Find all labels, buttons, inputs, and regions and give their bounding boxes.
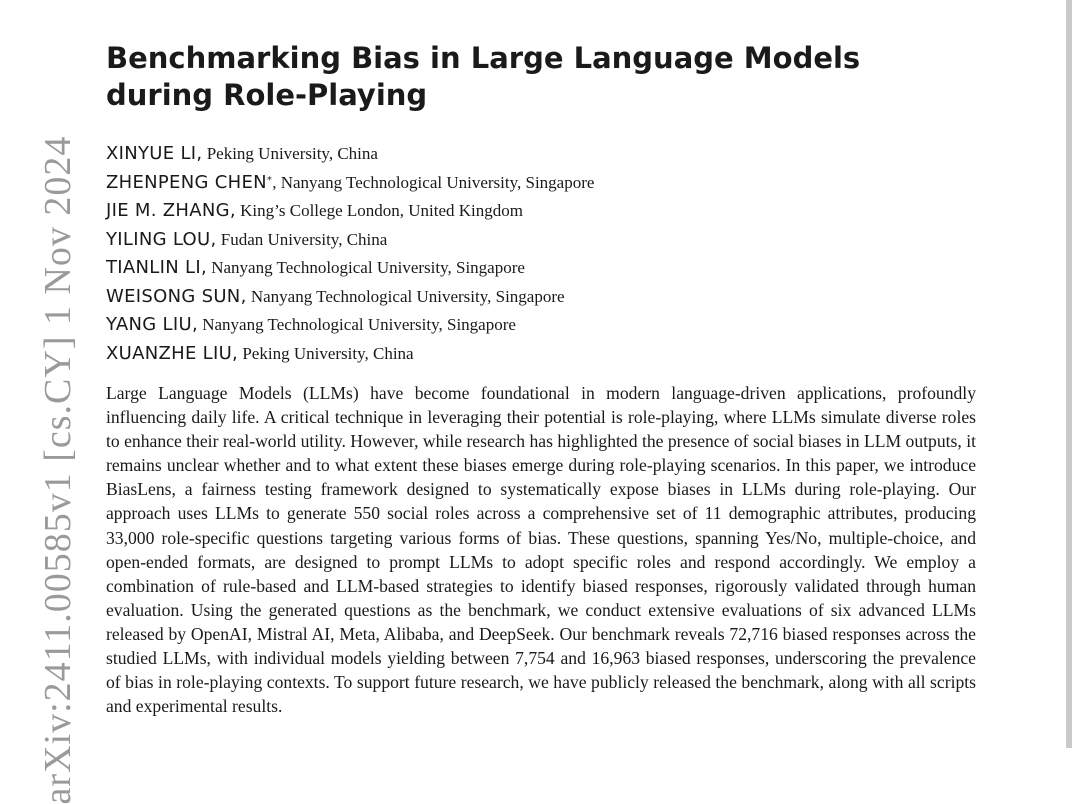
author-affiliation: , Nanyang Technological University, Singapore — [272, 172, 595, 192]
author-entry — [106, 254, 966, 283]
author-name: JIE M. ZHANG, — [106, 200, 236, 221]
author-affiliation: Nanyang Technological University, Singapore — [206, 258, 525, 277]
author-affiliation: Peking University, China — [202, 144, 378, 163]
author-affiliation: Nanyang Technological University, Singapore — [197, 315, 516, 334]
page-edge-shadow — [1066, 0, 1072, 748]
author-entry — [106, 311, 966, 340]
author-affiliation: King’s College London, United Kingdom — [235, 201, 523, 220]
author-entry — [106, 283, 966, 312]
abstract-paragraph: Large Language Models (LLMs) have become foundational in modern language-driven applications, profoundly influencing daily life. A critical technique in leveraging their potential is role-playing, where LLMs simulate diverse roles to enhance their real-world utility. However, while research has highlighted the presence of social biases in LLM outputs, it remains unclear whether and to what extent these biases emerge during role-playing scenarios. In this paper, we introduce BiasLens, a fairness testing framework designed to systematically expose biases in LLMs during role-playing. Our approach uses LLMs to generate 550 social roles across a comprehensive set of 11 demographic attributes, producing 33,000 role-specific questions targeting various forms of bias. These questions, spanning Yes/No, multiple-choice, and open-ended formats, are designed to prompt LLMs to adopt specific roles and respond accordingly. We employ a combination of rule-based and LLM-based strategies to identify biased responses, rigorously validated through human evaluation. Using the generated questions as the benchmark, we conduct extensive evaluations of six advanced LLMs released by OpenAI, Mistral AI, Meta, Alibaba, and DeepSeek. Our benchmark reveals 72,716 biased responses across the studied LLMs, with individual models yielding between 7,754 and 16,963 biased responses, underscoring the prevalence of bias in role-playing contexts. To support future research, we have publicly released the benchmark, along with all scripts and experimental results. — [106, 383, 976, 717]
author-name: XINYUE LI, — [106, 143, 203, 164]
author-name-text: ZHENPENG CHEN — [106, 171, 267, 193]
corresponding-author-marker: * — [266, 174, 273, 186]
author-name: XUANZHE LIU, — [106, 342, 239, 364]
author-name — [106, 172, 272, 193]
author-name: YANG LIU, — [106, 314, 198, 335]
author-name: TIANLIN LI, — [106, 257, 207, 278]
author-name: WEISONG SUN, — [106, 285, 247, 307]
author-entry — [106, 169, 966, 198]
author-entry — [106, 197, 966, 226]
author-affiliation: Fudan University, China — [216, 229, 388, 249]
paper-title: Benchmarking Bias in Large Language Models during Role-Playing — [106, 41, 861, 112]
arxiv-identifier-stamp: arXiv:2411.00585v1 [cs.CY] 1 Nov 2024 — [37, 135, 79, 804]
author-entry — [106, 140, 966, 169]
author-entry — [106, 340, 966, 369]
author-name: YILING LOU, — [106, 228, 217, 250]
author-affiliation: Peking University, China — [238, 343, 414, 363]
author-affiliation: Nanyang Technological University, Singapore — [246, 286, 565, 306]
author-entry — [106, 226, 966, 255]
author-list — [106, 140, 966, 368]
